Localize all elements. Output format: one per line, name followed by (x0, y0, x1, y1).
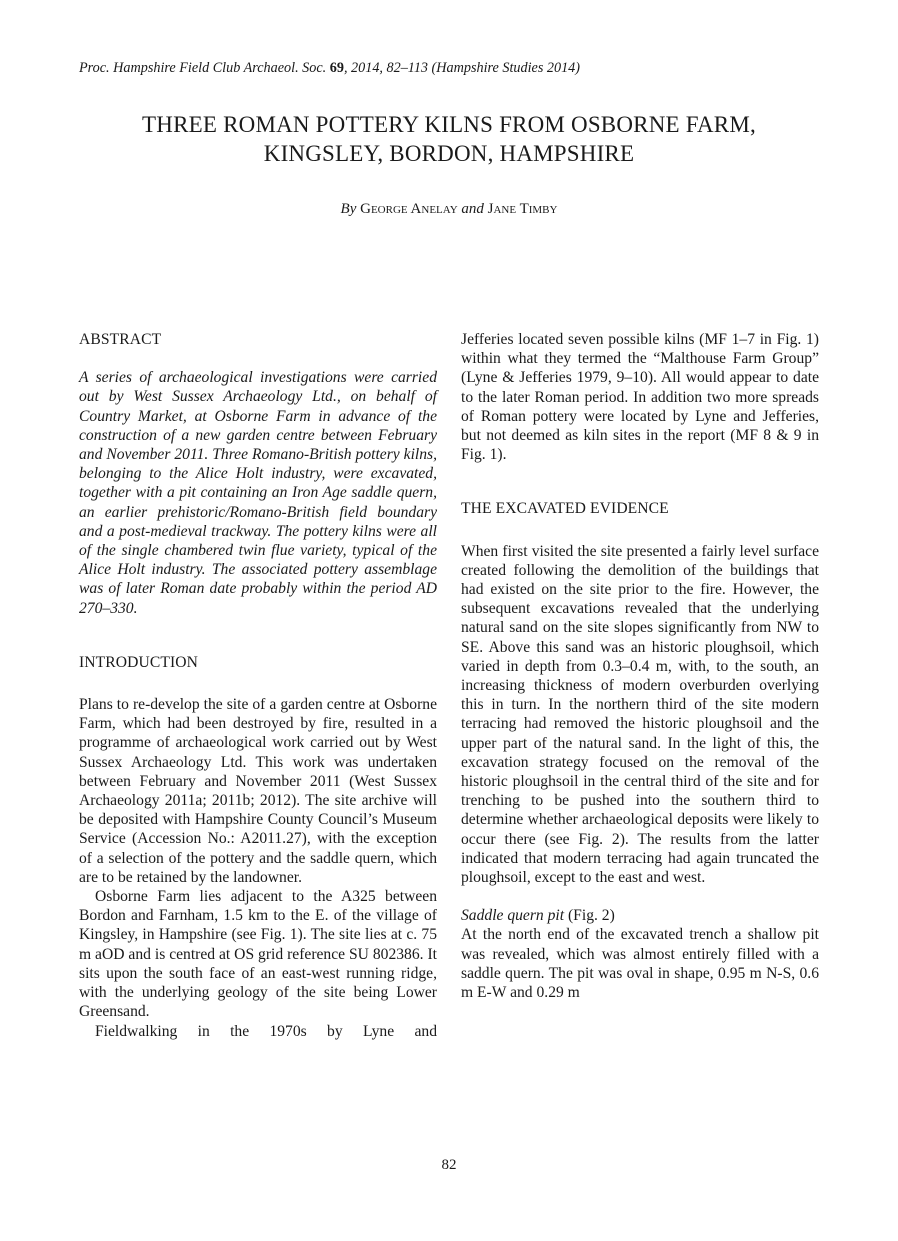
saddle-quern-subheading-text: Saddle quern pit (461, 907, 565, 925)
left-column (79, 330, 437, 1041)
byline-and: and (461, 201, 484, 217)
byline (0, 201, 898, 218)
author-2: Jane Timby (487, 201, 558, 217)
introduction-paragraph-2: Osborne Farm lies adjacent to the A325 between Bordon and Farnham, 1.5 km to the E. of the village of Kingsley, in Hampshire (see Fig. 1). The site lies at c. 75 m aOD and is centred at OS grid reference SU 802386. It sits upon the south face of an east-west running ridge, with the underlying geology of the site being Lower Greensand. (79, 888, 437, 1021)
saddle-quern-paragraph: At the north end of the excavated trench a shallow pit was revealed, which was almost entirely filled with a saddle quern. The pit was oval in shape, 0.95 m N-S, 0.6 m E-W and 0.29 m (461, 926, 819, 1002)
author-1: George Anelay (360, 201, 458, 217)
journal-citation (79, 60, 819, 77)
abstract-heading: ABSTRACT (79, 331, 162, 348)
article-title (60, 110, 838, 168)
abstract-text: A series of archaeological investigations were carried out by West Sussex Archaeology Ltd., on behalf of Country Market, at Osborne Farm in advance of the construction of a new garden centre between February and November 2011. Three Romano-British pottery kilns, belonging to the Alice Holt industry, were excavated, together with a pit containing an Iron Age saddle quern, an earlier prehistoric/Romano-British field boundary and a post-medieval trackway. The pottery kilns were all of the single chambered twin flue variety, typical of the Alice Holt industry. The associated pottery assemblage was of later Roman date probably within the period AD 270–330. (79, 369, 437, 617)
excavated-evidence-heading: THE EXCAVATED EVIDENCE (461, 500, 669, 518)
introduction-heading: INTRODUCTION (79, 653, 199, 671)
page-number: 82 (441, 1157, 457, 1173)
introduction-paragraph-3: Fieldwalking in the 1970s by Lyne and (95, 1022, 437, 1040)
title-line-2: KINGSLEY, BORDON, HAMPSHIRE (263, 141, 635, 166)
journal-name: Proc. Hampshire Field Club Archaeol. Soc. (79, 60, 327, 76)
byline-by: By (340, 201, 357, 217)
right-column (461, 330, 819, 1002)
journal-details: , 2014, 82–113 (Hampshire Studies 2014) (343, 60, 580, 76)
title-line-1: THREE ROMAN POTTERY KILNS FROM OSBORNE FARM, (142, 112, 756, 137)
journal-volume: 69 (329, 60, 344, 76)
excavated-evidence-paragraph-1: When first visited the site presented a fairly level surface created following the demolition of the buildings that had existed on the site prior to the fire. However, the subsequent excavations revealed that the underlying natural sand on the site slopes significantly from NW to SE. Above this sand was an historic ploughsoil, which varied in depth from 0.3–0.4 m, with, to the south, an increasing thickness of modern overburden overlying this in turn. In the northern third of the site modern terracing had removed the historic ploughsoil and the upper part of the natural sand. In the light of this, the excavation strategy focused on the removal of the historic ploughsoil in the central third of the site and for trenching to be pushed into the southern third to determine whether archaeological deposits were likely to occur there (see Fig. 2). The results from the latter indicated that modern terracing had again truncated the ploughsoil, except to the east and west. (461, 542, 819, 887)
saddle-quern-subheading (461, 906, 819, 925)
introduction-paragraph-3-continued: Jefferies located seven possible kilns (MF 1–7 in Fig. 1) within what they termed the “Malthouse Farm Group” (Lyne & Jefferies 1979, 9–10). All would appear to date to the later Roman period. In addition two more spreads of Roman pottery were located by Lyne and Jefferies, but not deemed as kiln sites in the report (MF 8 & 9 in Fig. 1). (461, 331, 819, 464)
introduction-paragraph-1: Plans to re-develop the site of a garden centre at Osborne Farm, which had been destroyed by fire, resulted in a programme of archaeological work carried out by West Sussex Archaeology Ltd. This work was undertaken between February and November 2011 (West Sussex Archaeology 2011a; 2011b; 2012). The site archive will be deposited with Hampshire County Council’s Museum Service (Accession No.: A2011.27), with the exception of a selection of the pottery and the saddle quern, which are to be retained by the landowner. (79, 696, 437, 886)
saddle-quern-figure-ref: (Fig. 2) (564, 907, 615, 925)
